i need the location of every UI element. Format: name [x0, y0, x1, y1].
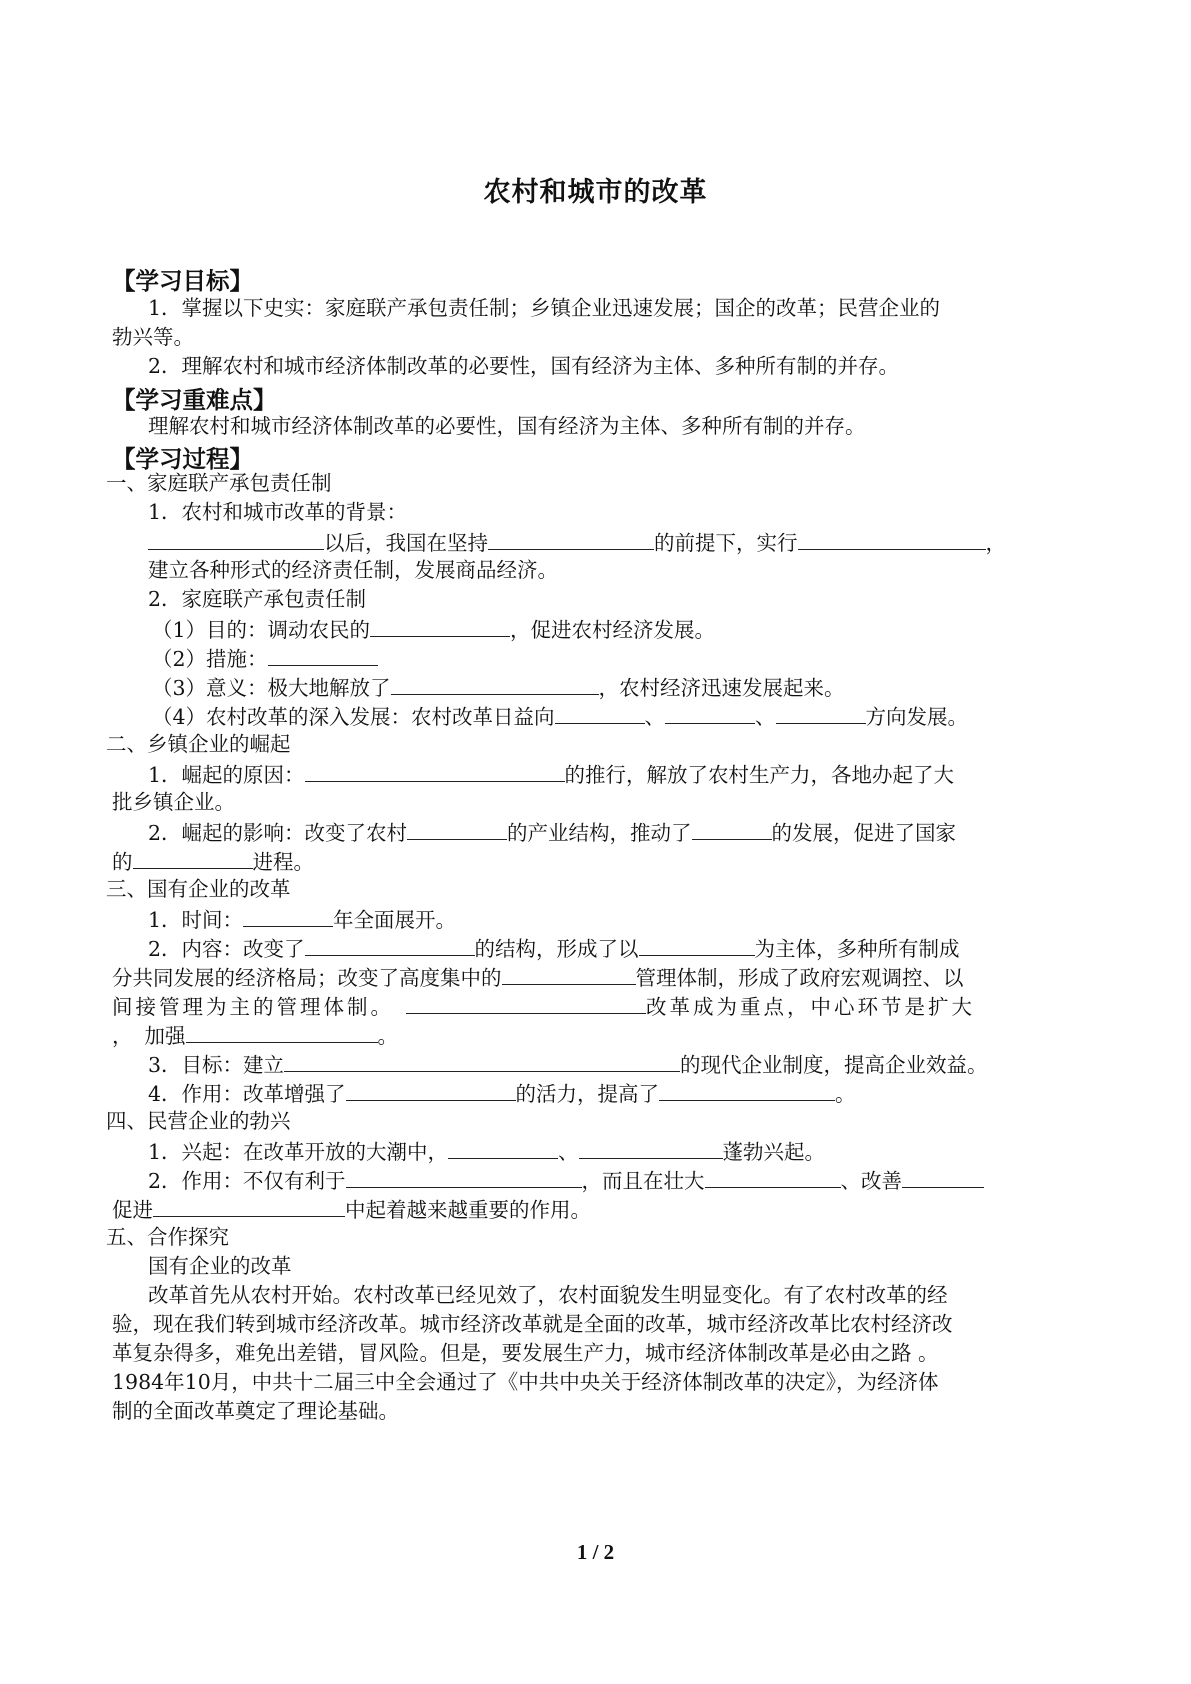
rise-reason-line: 1．崛起的原因： 的推行，解放了农村生产力，各地办起了大: [148, 759, 954, 789]
effect-line: 4．作用：改革增强了 的活力，提高了 。: [148, 1078, 856, 1108]
heading-process: 【学习过程】: [112, 445, 253, 473]
role-line-cont: 促进 中起着越来越重要的作用。: [112, 1194, 591, 1224]
section-5-heading: 五、合作探究: [106, 1225, 229, 1249]
blank[interactable]: [639, 933, 755, 956]
blank[interactable]: [153, 1194, 345, 1217]
rise-impact-line: 2．崛起的影响：改变了农村 的产业结构，推动了 的发展，促进了国家: [148, 817, 956, 847]
blank[interactable]: [305, 759, 565, 782]
goal-2: 2．理解农村和城市经济体制改革的必要性，国有经济为主体、多种所有制的并存。: [148, 354, 900, 378]
key-points-text: 理解农村和城市经济体制改革的必要性，国有经济为主体、多种所有制的并存。: [148, 414, 866, 438]
purpose-line: （1）目的：调动农民的 ，促进农村经济发展。: [152, 614, 715, 644]
section-2-heading: 二、乡镇企业的崛起: [106, 732, 291, 756]
blank[interactable]: [243, 904, 333, 927]
household-label: 2．家庭联产承包责任制: [148, 587, 367, 611]
inquiry-subtitle: 国有企业的改革: [148, 1254, 292, 1278]
content-line-1: 2．内容：改变了 的结构，形成了以 为主体，多种所有制成: [148, 933, 960, 963]
section-1-heading: 一、家庭联产承包责任制: [106, 471, 332, 495]
blank[interactable]: [659, 1078, 835, 1101]
heading-goals: 【学习目标】: [112, 267, 253, 295]
blank[interactable]: [555, 701, 645, 724]
inquiry-para-line: 1984年10月，中共十二届三中全会通过了《中共中央关于经济体制改革的决定》，为经济体: [112, 1370, 939, 1394]
significance-line: （3）意义：极大地解放了 ，农村经济迅速发展起来。: [152, 672, 845, 702]
section-3-heading: 三、国有企业的改革: [106, 877, 291, 901]
heading-key-points: 【学习重难点】: [112, 386, 277, 414]
inquiry-para-line: 改革首先从农村开始。农村改革已经见效了，农村面貌发生明显变化。有了农村改革的经: [148, 1283, 948, 1307]
goal-1-cont: 勃兴等。: [112, 325, 194, 349]
inquiry-para-line: 验，现在我们转到城市经济改革。城市经济改革就是全面的改革，城市经济改革比农村经济改: [112, 1312, 953, 1336]
blank[interactable]: [133, 846, 253, 869]
blank[interactable]: [705, 1165, 841, 1188]
time-line: 1．时间： 年全面展开。: [148, 904, 456, 934]
blank[interactable]: [692, 817, 772, 840]
content-line-3: 间接管理为主的管理体制。 改革成为重点，中心环节是扩大: [112, 991, 975, 1021]
content-line-4: ， 加强 。: [112, 1020, 398, 1050]
background-line-2: 建立各种形式的经济责任制，发展商品经济。: [148, 558, 558, 582]
blank[interactable]: [902, 1165, 984, 1188]
blank[interactable]: [406, 991, 646, 1014]
blank[interactable]: [268, 643, 378, 666]
measure-line: （2）措施：: [152, 643, 378, 673]
role-line: 2．作用：不仅有利于 ，而且在壮大 、改善: [148, 1165, 984, 1195]
goal-line: 3．目标：建立 的现代企业制度，提高企业效益。: [148, 1049, 988, 1079]
blank[interactable]: [391, 672, 599, 695]
section-4-heading: 四、民营企业的勃兴: [106, 1109, 291, 1133]
blank[interactable]: [776, 701, 866, 724]
background-line: 以后，我国在坚持 的前提下，实行 ，: [148, 527, 1006, 557]
page-number: 1 / 2: [576, 1540, 615, 1564]
development-line: （4）农村改革的深入发展：农村改革日益向 、 、 方向发展。: [152, 701, 968, 731]
emerge-line: 1．兴起：在改革开放的大潮中， 、 蓬勃兴起。: [148, 1136, 825, 1166]
goal-1: 1．掌握以下史实：家庭联产承包责任制；乡镇企业迅速发展；国企的改革；民营企业的: [148, 296, 941, 320]
blank[interactable]: [148, 527, 324, 550]
blank[interactable]: [370, 614, 510, 637]
blank[interactable]: [798, 527, 986, 550]
blank[interactable]: [488, 527, 654, 550]
blank[interactable]: [284, 1049, 680, 1072]
blank[interactable]: [186, 1020, 378, 1043]
background-label: 1．农村和城市改革的背景：: [148, 500, 408, 524]
blank[interactable]: [502, 962, 636, 985]
inquiry-para-line: 革复杂得多，难免出差错，冒风险。但是，要发展生产力，城市经济体制改革是必由之路 。: [112, 1341, 939, 1365]
rise-impact-cont: 的 进程。: [112, 846, 314, 876]
blank[interactable]: [448, 1136, 558, 1159]
blank[interactable]: [579, 1136, 723, 1159]
rise-reason-cont: 批乡镇企业。: [112, 790, 235, 814]
inquiry-para-line: 制的全面改革奠定了理论基础。: [112, 1399, 399, 1423]
blank[interactable]: [305, 933, 475, 956]
content-line-2: 分共同发展的经济格局；改变了高度集中的 管理体制，形成了政府宏观调控、以: [112, 962, 964, 992]
blank[interactable]: [407, 817, 507, 840]
blank[interactable]: [346, 1165, 582, 1188]
page-title: 农村和城市的改革: [483, 177, 708, 208]
blank[interactable]: [346, 1078, 516, 1101]
blank[interactable]: [665, 701, 755, 724]
